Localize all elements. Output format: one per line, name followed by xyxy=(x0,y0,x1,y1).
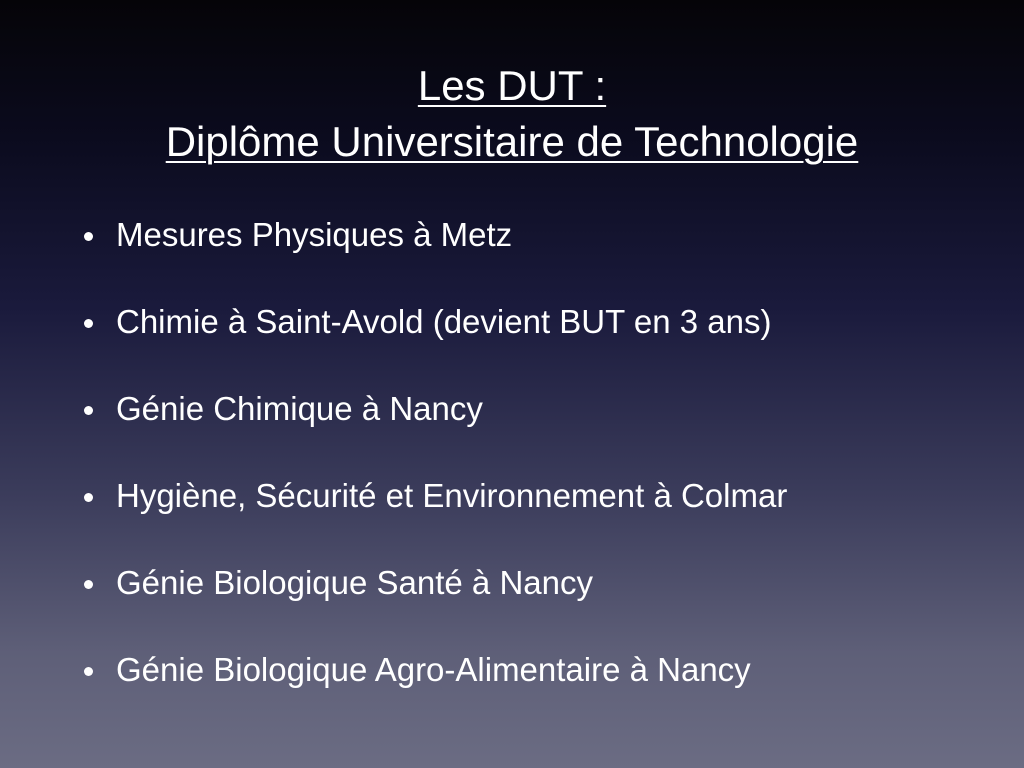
bullet-icon xyxy=(84,319,93,328)
slide-title xyxy=(0,58,1024,170)
list-item-label: Génie Biologique Santé à Nancy xyxy=(116,564,593,601)
list-item-label: Chimie à Saint-Avold (devient BUT en 3 ans) xyxy=(116,303,772,340)
bullet-icon xyxy=(84,667,93,676)
title-line-2-text: Diplôme Universitaire de Technologie xyxy=(165,118,859,165)
list-item-label: Génie Biologique Agro-Alimentaire à Nancy xyxy=(116,651,751,688)
bullet-icon xyxy=(84,580,93,589)
list-item-label: Mesures Physiques à Metz xyxy=(116,216,513,253)
bullet-icon xyxy=(84,406,93,415)
title-line-1 xyxy=(0,58,1024,114)
bullet-icon xyxy=(84,232,93,241)
title-line-1-text: Les DUT : xyxy=(417,62,607,109)
bullet-icon xyxy=(84,493,93,502)
list-item-label: Génie Chimique à Nancy xyxy=(116,390,483,427)
title-line-2 xyxy=(0,114,1024,170)
list-item-label: Hygiène, Sécurité et Environnement à Colmar xyxy=(116,477,788,514)
